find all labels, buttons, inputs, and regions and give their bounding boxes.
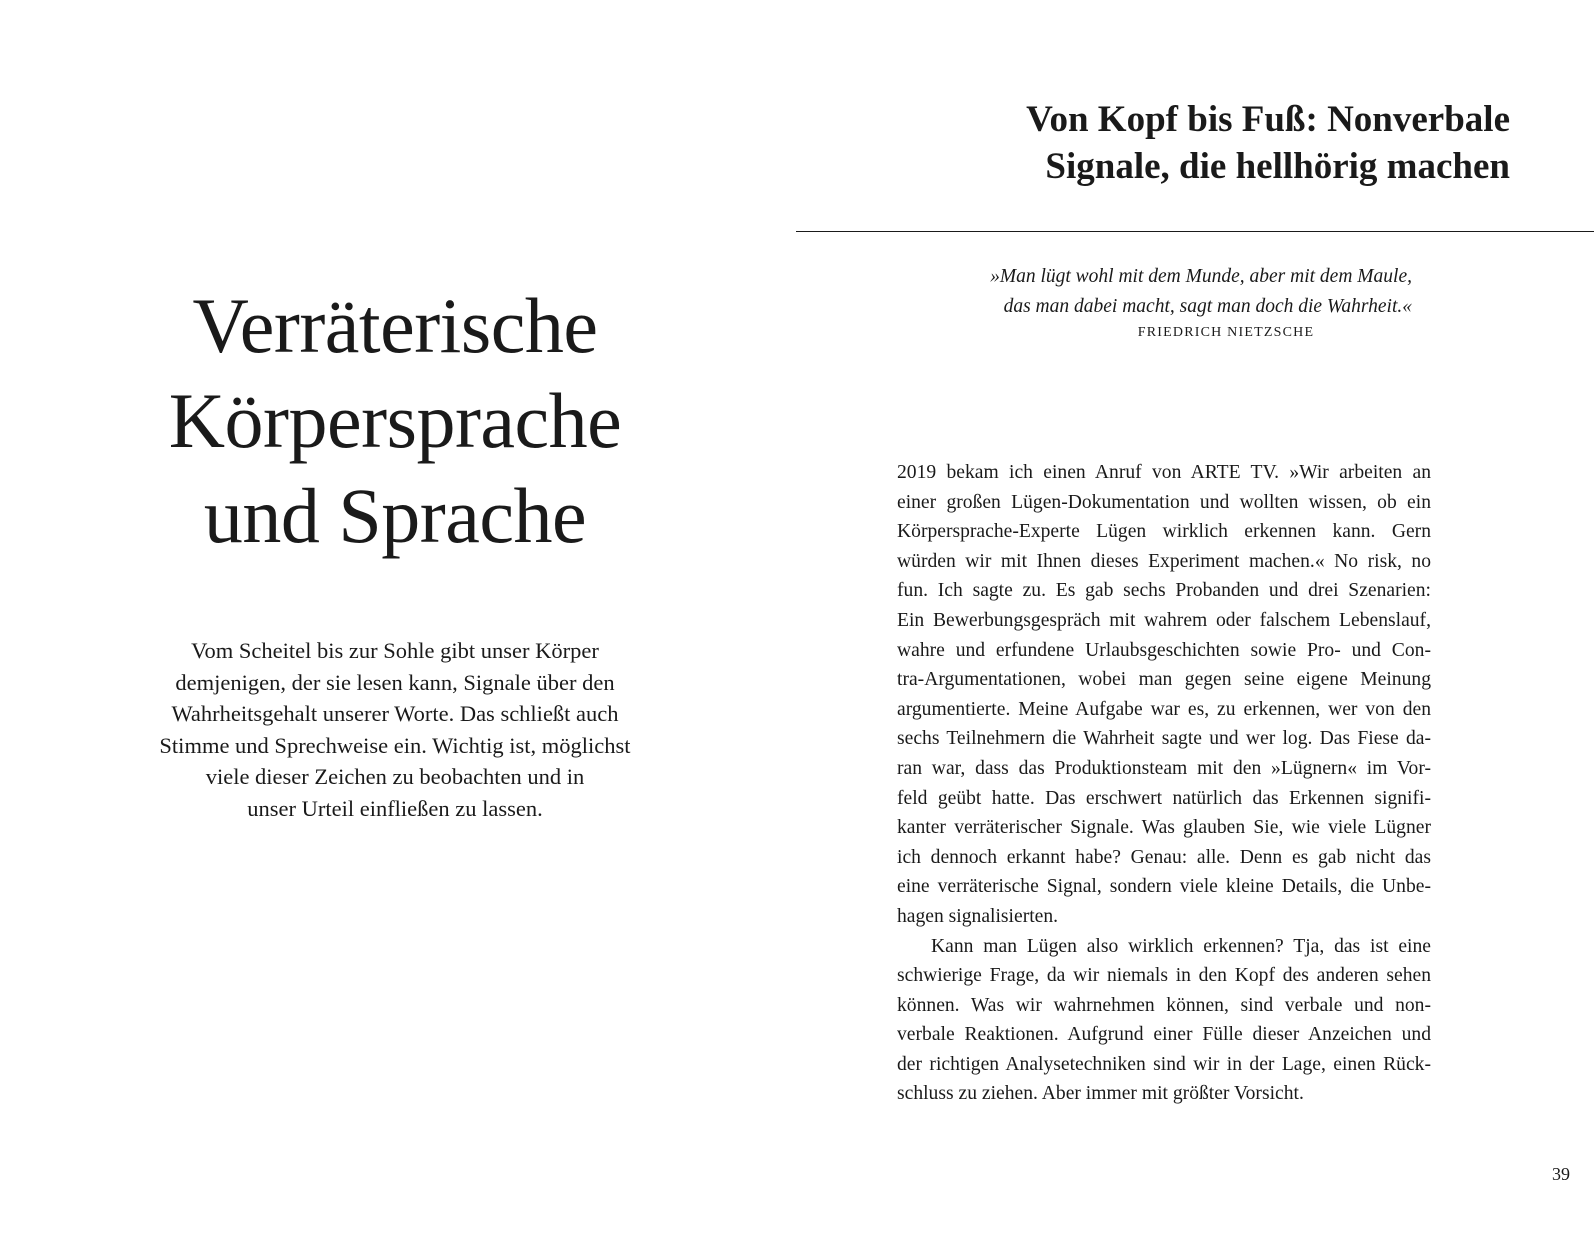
section-title-line: Von Kopf bis Fuß: Nonverbale bbox=[1026, 99, 1510, 140]
body-line: wahre und erfundene Urlaubsgeschichten sowie Pro- und Con- bbox=[897, 639, 1431, 661]
intro-line: Stimme und Sprechweise ein. Wichtig ist, möglichst bbox=[159, 732, 631, 758]
body-line: hagen signalisierten. bbox=[897, 905, 1059, 927]
intro-line: demjenigen, der sie lesen kann, Signale über den bbox=[175, 669, 615, 695]
body-line: Körpersprache-Experte Lügen wirklich erkennen kann. Gern bbox=[897, 521, 1431, 543]
body-line: argumentierte. Meine Aufgabe war es, zu erkennen, wer von den bbox=[897, 698, 1431, 720]
section-divider bbox=[796, 231, 1594, 232]
intro-line: Vom Scheitel bis zur Sohle gibt unser Körper bbox=[191, 638, 599, 663]
body-line: 2019 bekam ich einen Anruf von ARTE TV. »Wir arbeiten an bbox=[897, 462, 1431, 483]
body-line: sechs Teilnehmern die Wahrheit sagte und wer log. Das Fiese da- bbox=[897, 728, 1431, 750]
epigraph-author: FRIEDRICH NIETZSCHE bbox=[1137, 325, 1315, 340]
intro-line: viele dieser Zeichen zu beobachten und in bbox=[205, 764, 585, 790]
section-title-line: Signale, die hellhörig machen bbox=[1045, 146, 1510, 187]
body-line: Kann man Lügen also wirklich erkennen? Tja, das ist eine bbox=[931, 935, 1431, 957]
epigraph-line: »Man lügt wohl mit dem Munde, aber mit dem Maule, bbox=[990, 266, 1412, 287]
body-line: schluss zu ziehen. Aber immer mit größter Vorsicht. bbox=[897, 1083, 1304, 1105]
chapter-title-line: Körpersprache bbox=[168, 377, 622, 464]
body-line: fun. Ich sagte zu. Es gab sechs Probanden und drei Szenarien: bbox=[897, 580, 1431, 602]
chapter-intro bbox=[120, 635, 670, 825]
chapter-title-line: und Sprache bbox=[203, 472, 587, 559]
body-line: feld geübt hatte. Das erschwert natürlich das Erkennen signifi- bbox=[897, 787, 1431, 809]
body-line: können. Was wir wahrnehmen können, sind verbale und non- bbox=[897, 994, 1431, 1016]
body-line: Ein Bewerbungsgespräch mit wahrem oder falschem Lebenslauf, bbox=[897, 609, 1431, 631]
section-title bbox=[890, 96, 1510, 190]
body-line: einer großen Lügen-Dokumentation und wollten wissen, ob ein bbox=[897, 491, 1431, 513]
body-line: schwierige Frage, da wir niemals in den Kopf des anderen sehen bbox=[897, 965, 1431, 987]
epigraph-line: das man dabei macht, sagt man doch die Wahrheit.« bbox=[1003, 296, 1412, 317]
intro-line: Wahrheitsgehalt unserer Worte. Das schließt auch bbox=[171, 701, 619, 727]
right-page bbox=[790, 0, 1594, 1240]
epigraph bbox=[890, 262, 1412, 341]
body-line: ran war, dass das Produktionsteam mit den »Lügnern« im Vor- bbox=[897, 757, 1431, 779]
left-page bbox=[0, 0, 790, 1240]
chapter-title bbox=[80, 278, 710, 563]
body-line: würden wir mit Ihnen dieses Experiment machen.« No risk, no bbox=[897, 550, 1431, 572]
chapter-title-line: Verräterische bbox=[192, 282, 598, 369]
body-line: tra-Argumentationen, wobei man gegen seine eigene Meinung bbox=[897, 669, 1431, 691]
body-line: der richtigen Analysetechniken sind wir in der Lage, einen Rück- bbox=[897, 1053, 1431, 1075]
intro-line: unser Urteil einfließen zu lassen. bbox=[247, 795, 543, 821]
body-line: verbale Reaktionen. Aufgrund einer Fülle dieser Anzeichen und bbox=[897, 1024, 1431, 1046]
page-number: 39 bbox=[1552, 1164, 1570, 1184]
body-line: eine verräterische Signal, sondern viele kleine Details, die Unbe- bbox=[897, 876, 1431, 898]
body-line: ich dennoch erkannt habe? Genau: alle. Denn es gab nicht das bbox=[897, 846, 1431, 868]
body-line: kanter verräterischer Signale. Was glauben Sie, wie viele Lügner bbox=[897, 817, 1431, 839]
body-text bbox=[897, 458, 1431, 1109]
